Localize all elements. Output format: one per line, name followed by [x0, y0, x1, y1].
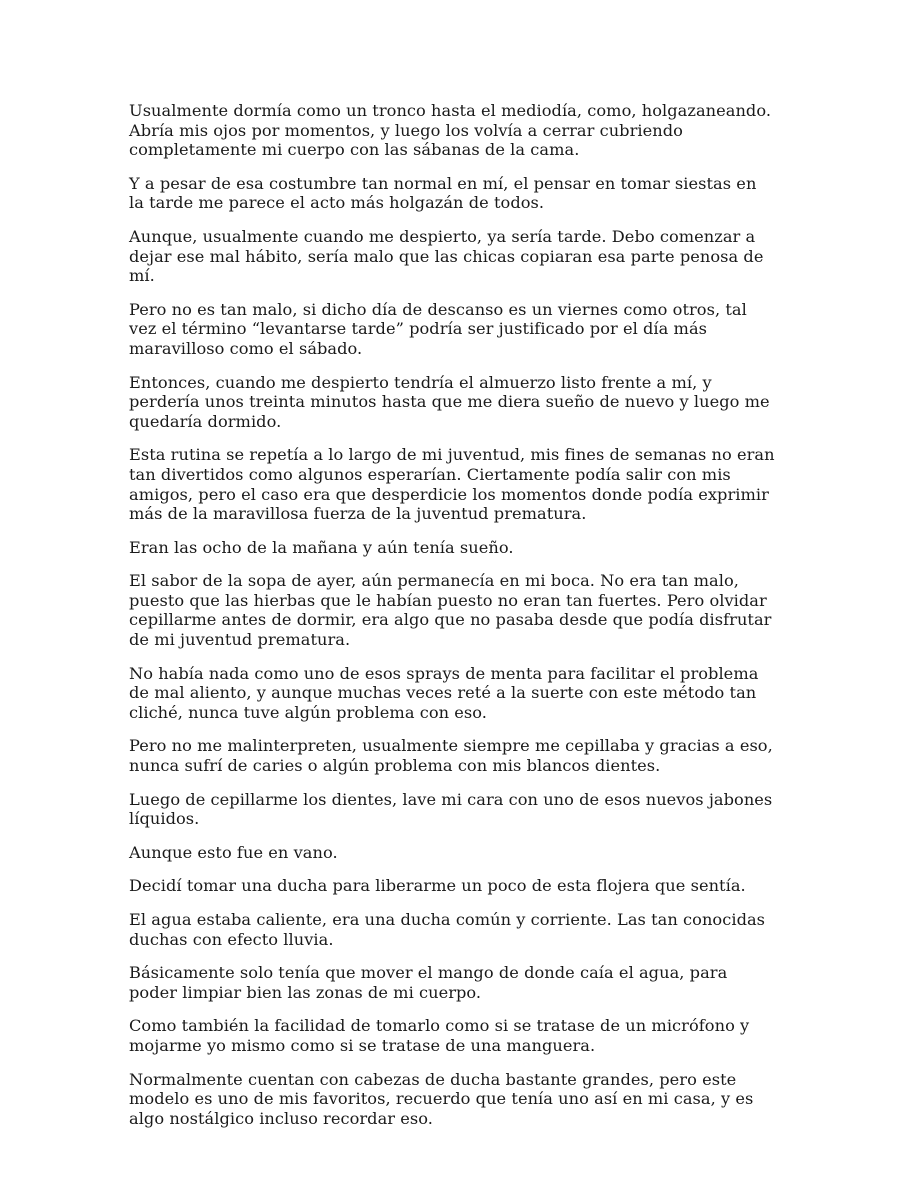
paragraph: Pero no me malinterpreten, usualmente siempre me cepillaba y gracias a eso, nunca sufrí de caries o algún problema con mis blancos dientes. [129, 736, 773, 776]
paragraph: Eran las ocho de la mañana y aún tenía sueño. [129, 537, 514, 557]
paragraph: Aunque esto fue en vano. [129, 842, 338, 862]
paragraph: Entonces, cuando me despierto tendría el almuerzo listo frente a mí, y perdería unos treinta minutos hasta que me diera sueño de nuevo y luego me quedaría dormido. [129, 372, 770, 431]
paragraph: Aunque, usualmente cuando me despierto, ya sería tarde. Debo comenzar a dejar ese mal hábito, sería malo que las chicas copiaran esa parte penosa de mí. [129, 226, 764, 286]
paragraph: Luego de cepillarme los dientes, lave mi cara con uno de esos nuevos jabones líquidos. [129, 789, 773, 829]
paragraph: Normalmente cuentan con cabezas de ducha bastante grandes, pero este modelo es uno de mis favoritos, recuerdo que tenía uno así en mi casa, y es algo nostálgico incluso recordar eso. [129, 1069, 754, 1128]
paragraph: Básicamente solo tenía que mover el mango de donde caía el agua, para poder limpiar bien las zonas de mi cuerpo. [129, 963, 728, 1002]
paragraph: Esta rutina se repetía a lo largo de mi juventud, mis fines de semanas no eran tan divertidos como algunos esperarían. Ciertamente podía salir con mis amigos, pero el caso era que desperdicie los momentos donde podía exprimir más de la maravillosa fuerza de la juventud prematura. [129, 445, 775, 524]
paragraph: Pero no es tan malo, si dicho día de descanso es un viernes como otros, tal vez el término “levantarse tarde” podría ser justificado por el día más maravilloso como el sábado. [129, 299, 747, 358]
paragraph: Usualmente dormía como un tronco hasta el mediodía, como, holgazaneando. Abría mis ojos por momentos, y luego los volvía a cerrar cubriendo completamente mi cuerpo con las sábanas de la cama. [129, 101, 772, 160]
paragraph: No había nada como uno de esos sprays de menta para facilitar el problema de mal aliento, y aunque muchas veces reté a la suerte con este método tan cliché, nunca tuve algún problema con eso. [129, 663, 759, 722]
paragraph: El agua estaba caliente, era una ducha común y corriente. Las tan conocidas duchas con efecto lluvia. [129, 910, 766, 949]
paragraph: Decidí tomar una ducha para liberarme un poco de esta flojera que sentía. [129, 876, 746, 896]
paragraph: Como también la facilidad de tomarlo como si se tratase de un micrófono y mojarme yo mismo como si se tratase de una manguera. [129, 1016, 750, 1055]
paragraph: El sabor de la sopa de ayer, aún permanecía en mi boca. No era tan malo, puesto que las hierbas que le habían puesto no eran tan fuertes. Pero olvidar cepillarme antes de dormir, era algo que no pasaba desde que podía disfrutar de mi juventud prematura. [129, 571, 772, 650]
paragraph: Y a pesar de esa costumbre tan normal en mí, el pensar en tomar siestas en la tarde me parece el acto más holgazán de todos. [129, 173, 757, 213]
document-body [129, 101, 775, 1142]
